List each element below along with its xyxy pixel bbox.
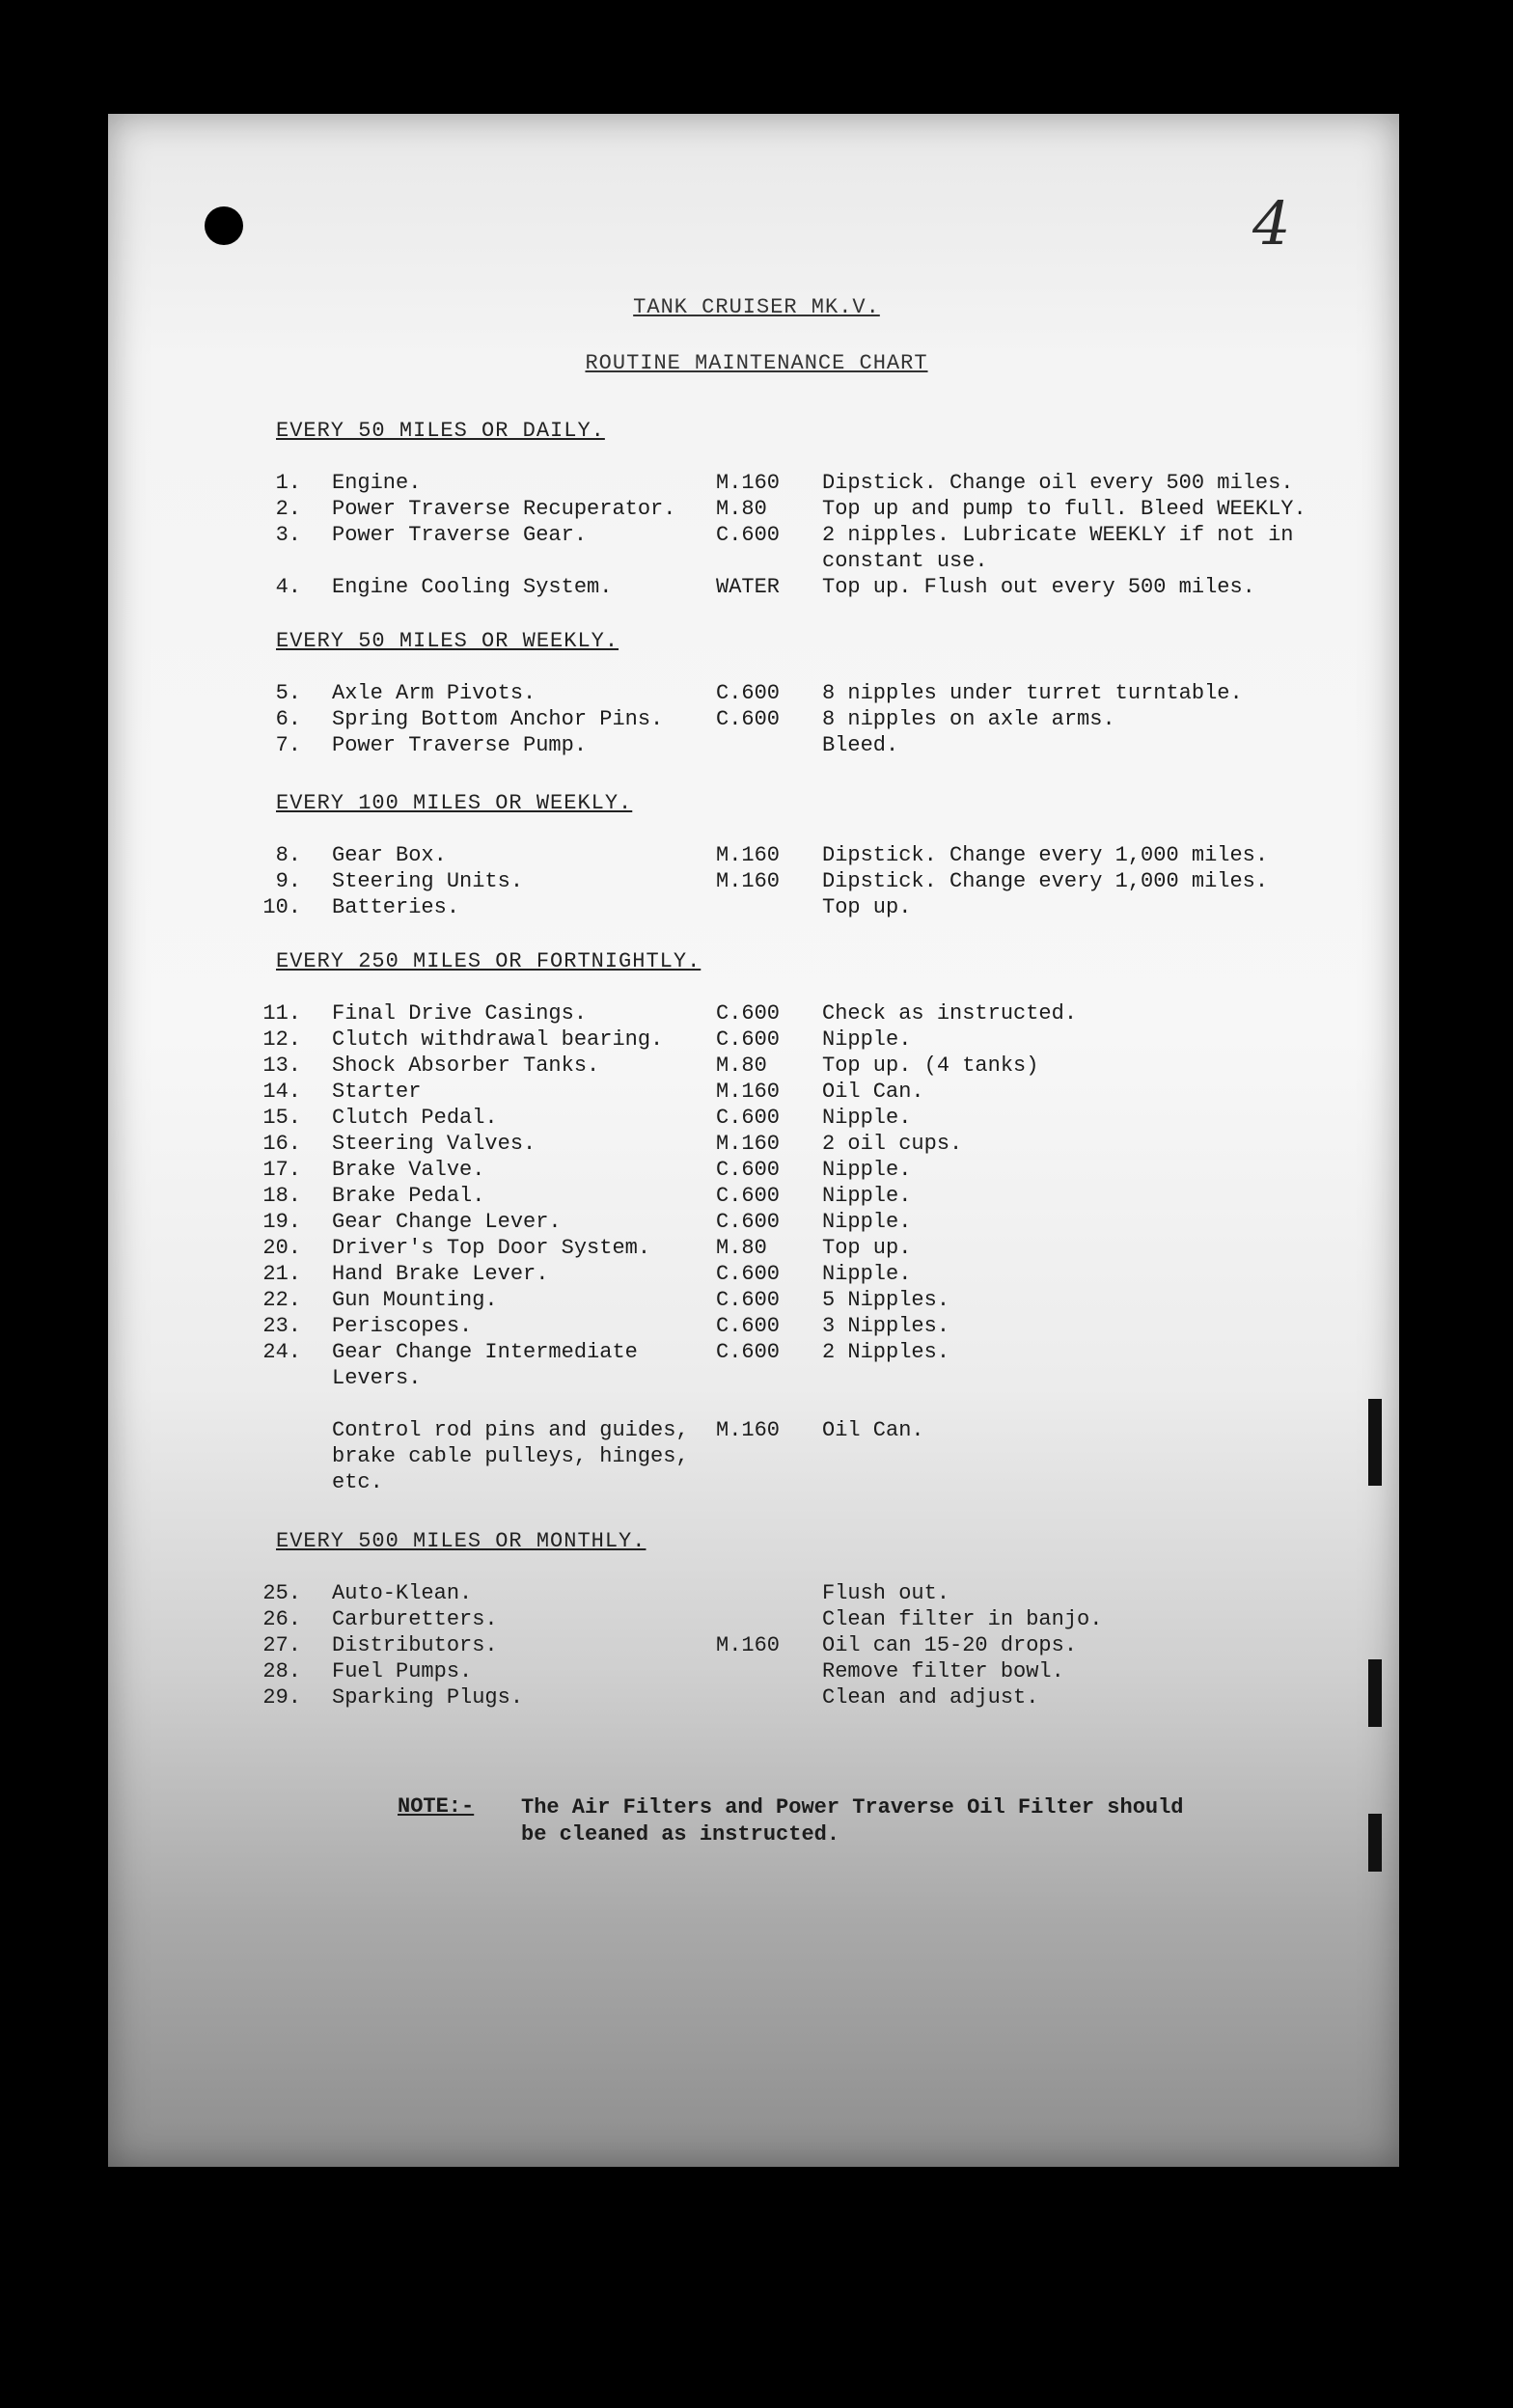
action-text: Flush out.: [822, 1581, 950, 1605]
item-number: 5.: [275, 681, 301, 705]
item-name: etc.: [332, 1470, 383, 1494]
lubricant-code: M.160: [716, 869, 781, 893]
lubricant-code: C.600: [716, 1106, 781, 1130]
item-name: Sparking Plugs.: [332, 1685, 524, 1710]
action-text: 8 nipples on axle arms.: [822, 707, 1115, 731]
item-number: 24.: [262, 1340, 301, 1364]
lubricant-code: C.600: [716, 707, 781, 731]
item-name: Starter: [332, 1080, 422, 1104]
document-subtitle: ROUTINE MAINTENANCE CHART: [585, 351, 928, 375]
lubricant-code: C.600: [716, 1340, 781, 1364]
section-heading: EVERY 50 MILES OR DAILY.: [276, 419, 605, 443]
table-row: [0, 1236, 1513, 1263]
table-row: [0, 1418, 1513, 1445]
table-row: [0, 1314, 1513, 1341]
lubricant-code: M.160: [716, 1418, 781, 1442]
action-text: 5 Nipples.: [822, 1288, 950, 1312]
table-row: [0, 1633, 1513, 1660]
table-row: [0, 895, 1513, 922]
table-row: [0, 1001, 1513, 1028]
lubricant-code: M.160: [716, 1080, 781, 1104]
item-number: 23.: [262, 1314, 301, 1338]
table-row: [0, 1027, 1513, 1054]
lubricant-code: C.600: [716, 681, 781, 705]
lubricant-code: C.600: [716, 1288, 781, 1312]
document-title: TANK CRUISER MK.V.: [633, 295, 880, 319]
action-text: Oil Can.: [822, 1080, 924, 1104]
item-number: 15.: [262, 1106, 301, 1130]
action-text: Top up. (4 tanks): [822, 1054, 1039, 1078]
lubricant-code: C.600: [716, 1314, 781, 1338]
action-text: 2 oil cups.: [822, 1132, 963, 1156]
item-number: 26.: [262, 1607, 301, 1631]
action-text: Top up.: [822, 1236, 912, 1260]
item-name: Clutch Pedal.: [332, 1106, 498, 1130]
item-name: Gear Change Intermediate: [332, 1340, 638, 1364]
item-name: Power Traverse Gear.: [332, 523, 588, 547]
action-text: 3 Nipples.: [822, 1314, 950, 1338]
item-number: 18.: [262, 1184, 301, 1208]
action-text: Nipple.: [822, 1106, 912, 1130]
action-text: Clean filter in banjo.: [822, 1607, 1103, 1631]
item-name: Driver's Top Door System.: [332, 1236, 651, 1260]
note-text: [521, 1794, 1184, 1848]
item-number: 29.: [262, 1685, 301, 1710]
item-number: 16.: [262, 1132, 301, 1156]
table-row: [0, 1444, 1513, 1471]
note-line: The Air Filters and Power Traverse Oil Filter should: [521, 1795, 1184, 1820]
table-row: [0, 1470, 1513, 1497]
item-name: Gear Change Lever.: [332, 1210, 562, 1234]
lubricant-code: M.160: [716, 471, 781, 495]
item-number: 12.: [262, 1027, 301, 1052]
item-number: 28.: [262, 1659, 301, 1683]
table-row: [0, 1132, 1513, 1159]
table-row: [0, 471, 1513, 498]
table-row: [0, 1288, 1513, 1315]
item-name: Gear Box.: [332, 843, 447, 867]
table-row: [0, 1106, 1513, 1133]
action-text: Oil Can.: [822, 1418, 924, 1442]
table-row: [0, 707, 1513, 734]
table-row: [0, 1184, 1513, 1211]
action-text: Dipstick. Change oil every 500 miles.: [822, 471, 1294, 495]
table-row: [0, 523, 1513, 550]
action-text: Remove filter bowl.: [822, 1659, 1064, 1683]
table-row: [0, 1659, 1513, 1686]
table-row: [0, 1366, 1513, 1393]
table-row: [0, 497, 1513, 524]
item-name: Hand Brake Lever.: [332, 1262, 549, 1286]
item-number: 19.: [262, 1210, 301, 1234]
table-row: [0, 843, 1513, 870]
lubricant-code: M.80: [716, 1054, 767, 1078]
action-text: Clean and adjust.: [822, 1685, 1039, 1710]
action-text: Dipstick. Change every 1,000 miles.: [822, 843, 1269, 867]
lubricant-code: C.600: [716, 1262, 781, 1286]
section-heading: EVERY 100 MILES OR WEEKLY.: [276, 791, 633, 815]
lubricant-code: M.160: [716, 843, 781, 867]
item-number: 6.: [275, 707, 301, 731]
item-number: 9.: [275, 869, 301, 893]
table-row: [0, 1262, 1513, 1289]
item-name: Shock Absorber Tanks.: [332, 1054, 600, 1078]
item-name: Engine Cooling System.: [332, 575, 613, 599]
item-name: Steering Units.: [332, 869, 524, 893]
action-text: Nipple.: [822, 1158, 912, 1182]
page-number: 4: [1252, 188, 1291, 259]
lubricant-code: C.600: [716, 1001, 781, 1026]
table-row: [0, 549, 1513, 576]
item-name: Carburetters.: [332, 1607, 498, 1631]
section-heading: EVERY 250 MILES OR FORTNIGHTLY.: [276, 949, 701, 973]
table-row: [0, 1607, 1513, 1634]
item-name: Final Drive Casings.: [332, 1001, 588, 1026]
section-heading: EVERY 50 MILES OR WEEKLY.: [276, 629, 619, 653]
action-text: Nipple.: [822, 1210, 912, 1234]
item-number: 3.: [275, 523, 301, 547]
action-text: Top up.: [822, 895, 912, 919]
item-name: Brake Pedal.: [332, 1184, 485, 1208]
lubricant-code: WATER: [716, 575, 781, 599]
item-name: brake cable pulleys, hinges,: [332, 1444, 689, 1468]
table-row: [0, 869, 1513, 896]
item-name: Axle Arm Pivots.: [332, 681, 536, 705]
item-name: Auto-Klean.: [332, 1581, 473, 1605]
table-row: [0, 1080, 1513, 1107]
table-row: [0, 1210, 1513, 1237]
lubricant-code: C.600: [716, 523, 781, 547]
action-text: Nipple.: [822, 1184, 912, 1208]
item-name: Power Traverse Pump.: [332, 733, 588, 757]
item-name: Spring Bottom Anchor Pins.: [332, 707, 664, 731]
item-number: 14.: [262, 1080, 301, 1104]
table-row: [0, 681, 1513, 708]
action-text: Nipple.: [822, 1262, 912, 1286]
item-number: 22.: [262, 1288, 301, 1312]
action-text: Check as instructed.: [822, 1001, 1078, 1026]
table-row: [0, 1340, 1513, 1367]
item-number: 20.: [262, 1236, 301, 1260]
lubricant-code: M.80: [716, 1236, 767, 1260]
item-number: 11.: [262, 1001, 301, 1026]
item-name: Levers.: [332, 1366, 422, 1390]
item-name: Fuel Pumps.: [332, 1659, 473, 1683]
note-label: NOTE:-: [398, 1794, 475, 1819]
item-number: 1.: [275, 471, 301, 495]
item-number: 13.: [262, 1054, 301, 1078]
section-heading: EVERY 500 MILES OR MONTHLY.: [276, 1529, 646, 1553]
lubricant-code: M.160: [716, 1132, 781, 1156]
lubricant-code: C.600: [716, 1158, 781, 1182]
item-number: 2.: [275, 497, 301, 521]
item-name: Engine.: [332, 471, 422, 495]
table-row: [0, 1158, 1513, 1185]
item-name: Batteries.: [332, 895, 460, 919]
item-name: Periscopes.: [332, 1314, 473, 1338]
item-number: 17.: [262, 1158, 301, 1182]
item-name: Power Traverse Recuperator.: [332, 497, 676, 521]
action-text: Top up and pump to full. Bleed WEEKLY.: [822, 497, 1307, 521]
punch-hole: [205, 206, 243, 245]
item-name: Clutch withdrawal bearing.: [332, 1027, 664, 1052]
item-name: Distributors.: [332, 1633, 498, 1657]
action-text: Bleed.: [822, 733, 899, 757]
note-line: be cleaned as instructed.: [521, 1822, 840, 1847]
lubricant-code: C.600: [716, 1210, 781, 1234]
lubricant-code: M.80: [716, 497, 767, 521]
table-row: [0, 1054, 1513, 1081]
action-text: Nipple.: [822, 1027, 912, 1052]
lubricant-code: M.160: [716, 1633, 781, 1657]
item-number: 4.: [275, 575, 301, 599]
item-number: 27.: [262, 1633, 301, 1657]
item-name: Gun Mounting.: [332, 1288, 498, 1312]
action-text: 8 nipples under turret turntable.: [822, 681, 1243, 705]
action-text: constant use.: [822, 549, 988, 573]
lubricant-code: C.600: [716, 1184, 781, 1208]
item-name: Brake Valve.: [332, 1158, 485, 1182]
action-text: 2 Nipples.: [822, 1340, 950, 1364]
action-text: Top up. Flush out every 500 miles.: [822, 575, 1255, 599]
item-number: 25.: [262, 1581, 301, 1605]
table-row: [0, 1392, 1513, 1419]
item-number: 21.: [262, 1262, 301, 1286]
table-row: [0, 1685, 1513, 1712]
item-name: Steering Valves.: [332, 1132, 536, 1156]
table-row: [0, 733, 1513, 760]
item-number: 8.: [275, 843, 301, 867]
item-number: 10.: [262, 895, 301, 919]
table-row: [0, 575, 1513, 602]
action-text: Dipstick. Change every 1,000 miles.: [822, 869, 1269, 893]
action-text: Oil can 15-20 drops.: [822, 1633, 1078, 1657]
item-name: Control rod pins and guides,: [332, 1418, 689, 1442]
item-number: 7.: [275, 733, 301, 757]
table-row: [0, 1581, 1513, 1608]
lubricant-code: C.600: [716, 1027, 781, 1052]
page-edge-tab: [1368, 1814, 1382, 1872]
action-text: 2 nipples. Lubricate WEEKLY if not in: [822, 523, 1294, 547]
